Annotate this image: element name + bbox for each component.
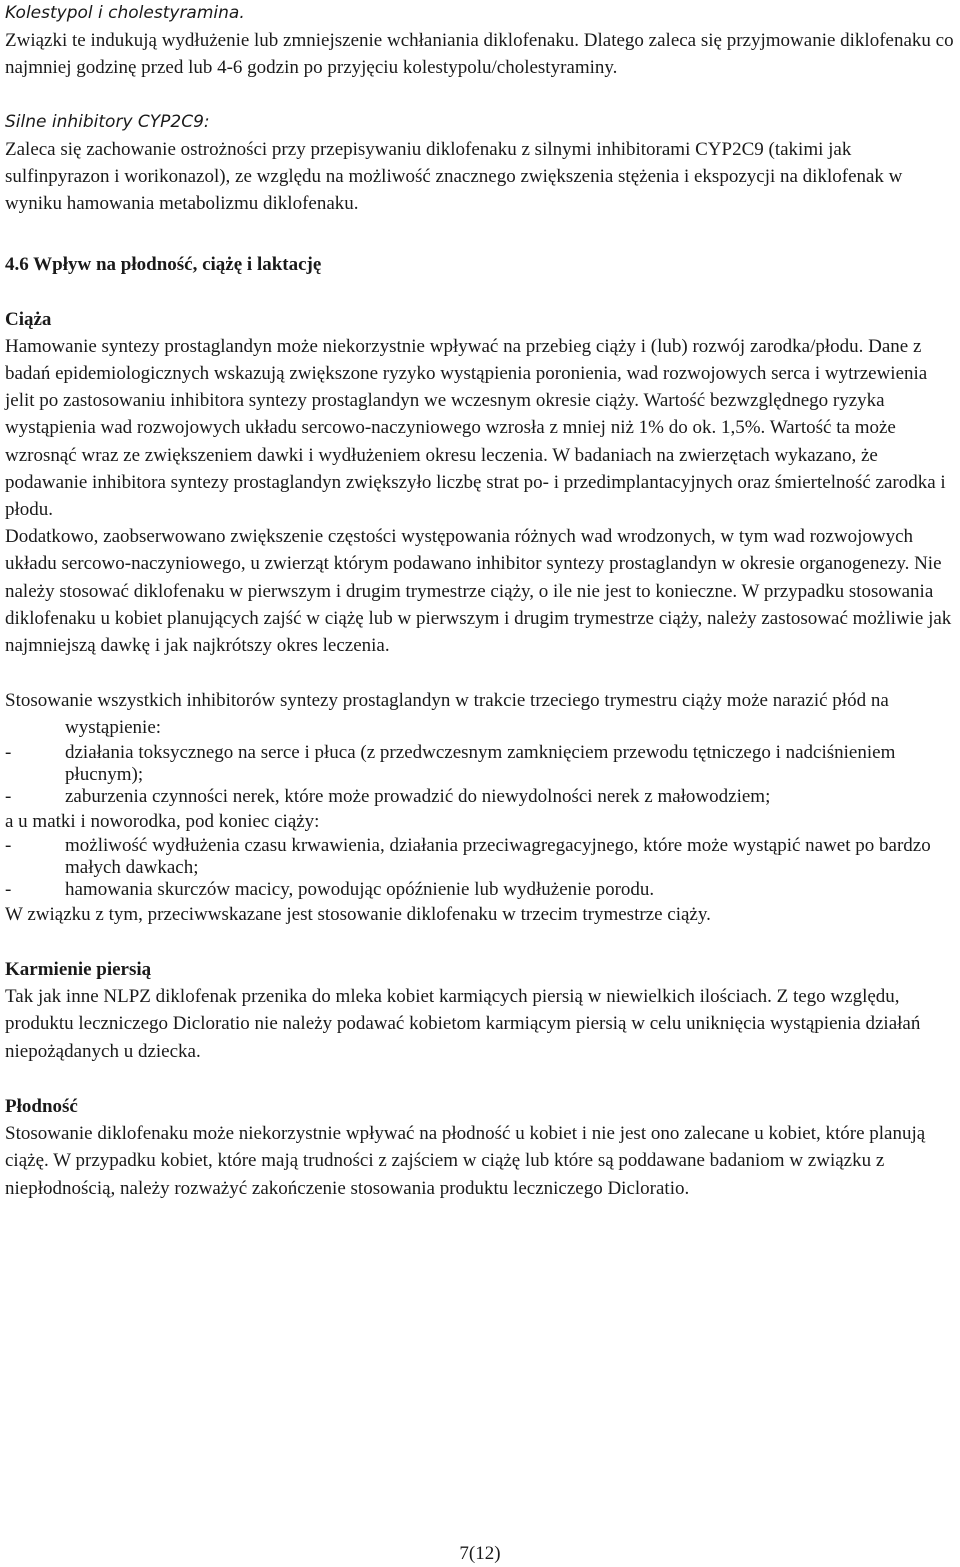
list-item (5, 835, 955, 879)
list-item (5, 786, 955, 808)
section-title: 4.6 Wpływ na płodność, ciążę i laktację (5, 254, 322, 276)
pregnancy-heading: Ciąża (5, 308, 52, 330)
list-dash: - (5, 785, 12, 807)
list-item-text: hamowania skurczów macicy, powodując opóźnienie lub wydłużenie porodu. (65, 878, 655, 900)
interaction-heading-cyp2c9: Silne inhibitory CYP2C9: (5, 111, 210, 132)
list-item-text: działania toksycznego na serce i płuca (z przedwczesnym zamknięciem przewodu tętniczego i nadciśnieniem płucnym); (65, 741, 896, 785)
mother-intro: a u matki i noworodka, pod koniec ciąży: (5, 810, 320, 832)
interaction-text-kolestypol: Związki te indukują wydłużenie lub zmniejszenie wchłaniania diklofenaku. Dlatego zaleca się przyjmowanie diklofenaku co najmniej godzinę przed lub 4-6 godzin po przyjęciu kolestypolu/cholestyraminy. (5, 30, 954, 79)
list-dash: - (5, 878, 12, 900)
pregnancy-conclusion: W związku z tym, przeciwwskazane jest stosowanie diklofenaku w trzecim trymestrze ciąży. (5, 903, 711, 925)
fertility-heading: Płodność (5, 1095, 78, 1117)
interaction-heading-kolestypol: Kolestypol i cholestyramina. (5, 3, 245, 23)
list-item (5, 742, 955, 786)
page-number: 7(12) (459, 1543, 501, 1564)
list-dash: - (5, 834, 12, 856)
interaction-text-cyp2c9: Zaleca się zachowanie ostrożności przy przepisywaniu diklofenaku z silnymi inhibitorami CYP2C9 (takimi jak sulfinpyrazon i worikonazol), ze względu na możliwość znacznego zwiększenia stężenia i ekspozycji na diklofenak w wyniku hamowania metabolizmu diklofenaku. (5, 138, 903, 215)
list-item-text: zaburzenia czynności nerek, które może prowadzić do niewydolności nerek z małowodziem; (65, 785, 771, 807)
list-item-text: możliwość wydłużenia czasu krwawienia, działania przeciwagregacyjnego, które może wystąpić nawet po bardzo małych dawkach; (65, 834, 931, 878)
list-dash: - (5, 741, 12, 763)
breastfeeding-heading: Karmienie piersią (5, 959, 152, 981)
pregnancy-paragraph-2: Dodatkowo, zaobserwowano zwiększenie częstości występowania różnych wad wrodzonych, w tym wad rozwojowych układu sercowo-naczyniowego, u zwierząt którym podawano inhibitor syntezy prostaglandyn w okresie organogenezy. Nie należy stosować diklofenaku w pierwszym i drugim trymestrze ciąży, o ile nie jest to konieczne. W przypadku stosowania diklofenaku u kobiet planujących zajść w ciążę lub w pierwszym i drugim trymestrze ciąży, należy zastosować możliwie jak najmniejszą dawkę i jak najkrótszy okres leczenia. (5, 526, 952, 657)
fertility-text: Stosowanie diklofenaku może niekorzystnie wpływać na płodność u kobiet i nie jest ono zalecane u kobiet, które planują ciążę. W przypadku kobiet, które mają trudności z zajściem w ciążę lub które są poddawane badaniom w związku z niepłodnością, należy rozważyć zakończenie stosowania produktu leczniczego Dicloratio. (5, 1123, 926, 1199)
document-page (5, 0, 955, 1202)
third-trimester-intro: Stosowanie wszystkich inhibitorów syntezy prostaglandyn w trakcie trzeciego trymestru ciąży może narazić płód na wystąpienie: (5, 690, 889, 739)
pregnancy-paragraph-1: Hamowanie syntezy prostaglandyn może niekorzystnie wpływać na przebieg ciąży i (lub) rozwój zarodka/płodu. Dane z badań epidemiologicznych wskazują zwiększone ryzyko wystąpienia poronienia, wad rozwojowych serca i wytrzewienia jelit po zastosowaniu inhibitora syntezy prostaglandyn we wczesnym okresie ciąży. Wartość bezwzględnego ryzyka wystąpienia wad rozwojowych układu sercowo-naczyniowego wzrosła z mniej niż 1% do ok. 1,5%. Wartość ta może wzrosnąć wraz ze zwiększeniem dawki i wydłużeniem okresu leczenia. W badaniach na zwierzętach wykazano, że podawanie inhibitora syntezy prostaglandyn zwiększyło liczbę strat po- i przedimplantacyjnych oraz śmiertelność zarodka i płodu. (5, 335, 946, 521)
breastfeeding-text: Tak jak inne NLPZ diklofenak przenika do mleka kobiet karmiących piersią w niewielkich ilościach. Z tego względu, produktu leczniczego Dicloratio nie należy podawać kobietom karmiącym piersią w celu uniknięcia wystąpienia działań niepożądanych u dziecka. (5, 986, 921, 1062)
list-item (5, 879, 955, 901)
